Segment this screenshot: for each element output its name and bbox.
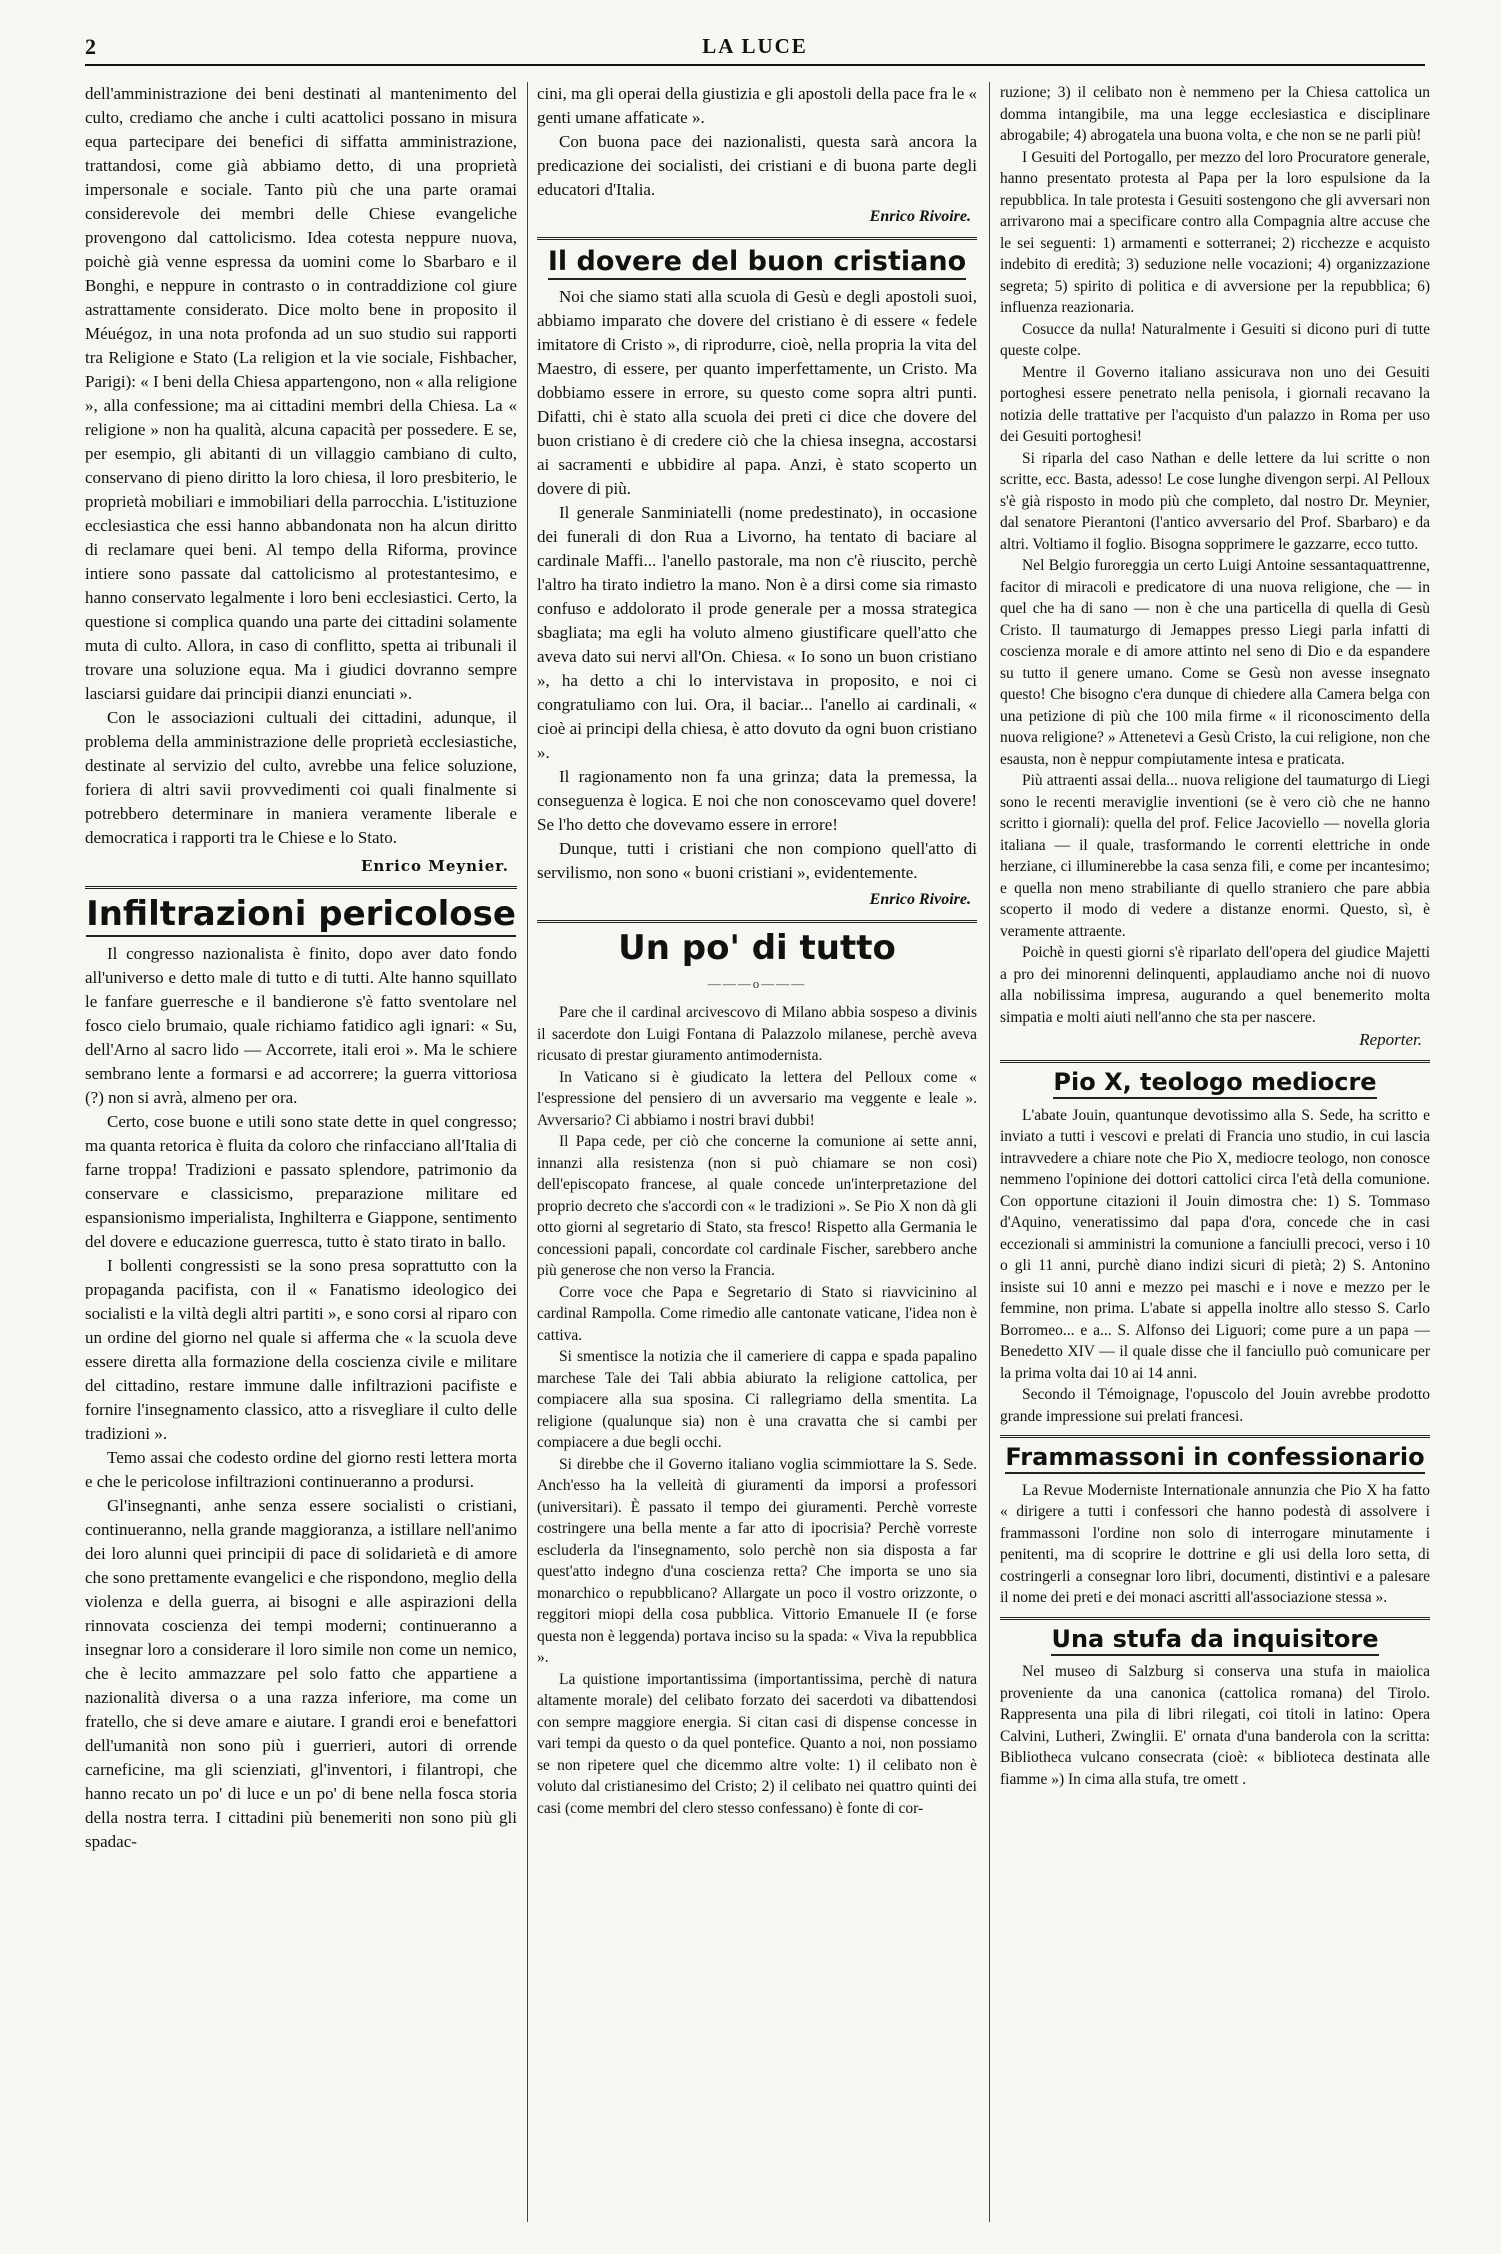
- article-body: [1000, 1661, 1430, 1790]
- column-3: [1000, 82, 1430, 2222]
- column-divider: [527, 82, 528, 2222]
- article-title: Pio X, teologo mediocre: [1000, 1069, 1430, 1097]
- body-paragraph: Temo assai che codesto ordine del giorno resti lettera morta e che le pericolose infiltrazioni continueranno a prodursi.: [85, 1448, 517, 1492]
- body-paragraph: Gl'insegnanti, anhe senza essere socialisti o cristiani, continueranno, nella grande maggioranza, a istillare nell'animo dei loro alunni quei principii di pace di solidarietà e di amore che sono prettamente evangelici e che rispondono, meglio della violenza e della guerra, ai bisogni e alle aspirazioni della rinnovata coscienza dei tempi moderni; continueranno a insegnar loro a considerare il loro simile non come un nemico, che è lecito ammazzare pel solo fatto che appartiene a nazionalità diversa o a una razza inferiore, ma come un fratello, che si deve amare e aiutare. I grandi eroi e benefattori dell'umanità non sono più i guerrieri, autori di orrende carneficine, ma gli scienziati, gl'inventori, i filantropi, che hanno recato un po' di luce e un po' di bene nella fosca storia della nostra terra. I cittadini più benemeriti non sono più gli spadac-: [85, 1496, 517, 1852]
- article-title: Infiltrazioni pericolose: [85, 895, 517, 934]
- section-divider: [1000, 1617, 1430, 1620]
- news-brief: La quistione importantissima (importantissima, perchè di natura altamente morale) del celibato forzato dei sacerdoti va dibattendosi con sempre maggiore energia. Si citan casi di dispense concesse in vari tempi da questo o da quel pontefice. Quanto a noi, non possiamo se non ripetere quel che dicemmo altre volte: 1) il celibato non è voluto dal cristianesimo del Cristo; 2) il celibato nei quattro quinti dei casi (come membri del clero stesso confessano) è fonte di cor-: [537, 1670, 977, 1817]
- author-signature: Enrico Rivoire.: [869, 891, 971, 909]
- body-paragraph: Noi che siamo stati alla scuola di Gesù e degli apostoli suoi, abbiamo imparato che dovere del cristiano è di essere « fedele imitatore di Cristo », di riprodurre, cioè, nella propria la vita del Maestro, di essere, per quanto imperfettamente, un Cristo. Ma dobbiamo essere in errore, su questo come sopra altri punti. Difatti, chi è stato alla scuola dei preti ci dice che dovere del buon cristiano è di credere ciò che la chiesa insegna, accostarsi ai sacramenti e ubbidire al papa. Anzi, è stato scoperto un dovere di più.: [537, 287, 977, 499]
- body-paragraph: dell'amministrazione dei beni destinati al mantenimento del culto, crediamo che anche i culti acattolici possano in misura equa partecipare dei benefici di siffatta amministrazione, trattandosi, come già abbiamo detto, di una proprietà impersonale e sociale. Tanto più che una parte oramai considerevole dei membri delle Chiese evangeliche provengono dal cattolicismo. Idea cotesta neppure nuova, poichè già venne espressa da uomini come lo Sbarbaro e il Bonghi, e neppure in contrasto o in contraddizione col giure astrattamente considerato. Dice molto bene in proposito il Méuégoz, in una nota profonda ad un suo studio sui rapporti tra Religione e Stato (La religion et la vie sociale, Fishbacher, Parigi): « I beni della Chiesa appartengono, non « alla religione », alla confessione; ma ai cittadini membri della Chiesa. La « religione » non ha qualità, alcuna capacità per possedere. E se, per esempio, gli abitanti di un villaggio cambiano di culto, conservano di pieno diritto la loro chiesa, il loro presbiterio, le proprietà mobiliari e immobiliari della parrocchia. L'istituzione ecclesiastica che essi hanno abbandonata non ha alcun diritto di reclamare quei beni. Al tempo della Riforma, province intiere sono passate dal cattolicismo al protestantesimo, e hanno conservato legalmente i loro beni ecclesiastici. Certo, la questione si complica quando una parte dei cittadini solamente muta di culto. Allora, in caso di conflitto, spetta ai tribunali il trovare una soluzione equa. Ma i giudici dovranno sempre lasciarsi guidare dai principii dianzi enunciati ».: [85, 84, 517, 703]
- article-title: Frammassoni in confessionario: [1000, 1444, 1430, 1472]
- column-1: [85, 82, 517, 2222]
- header-rule: [85, 64, 1425, 66]
- author-signature: Reporter.: [1359, 1030, 1422, 1049]
- article-body: [1000, 1105, 1430, 1428]
- news-brief: Corre voce che Papa e Segretario di Stato si riavvicinino al cardinal Rampolla. Come rimedio alle cantonate vaticane, l'idea non è cattiva.: [537, 1283, 977, 1344]
- body-paragraph: Dunque, tutti i cristiani che non compiono quell'atto di servilismo, non sono « buoni cristiani », evidentemente.: [537, 839, 977, 883]
- news-brief: Più attraenti assai della... nuova religione del taumaturgo di Liegi sono le recenti meraviglie inventioni (se è vero ciò che ne hanno scritto i giornali): quella del prof. Felice Jacoviello — novella gloria italiana — il quale, trasformando le correnti elettriche in onde herziane, ci illuminerebbe la casa senza fili, e come per incantesimo; e quella non meno strabiliante di quello straniero che pare abbia scoperto il modo di vedere a distanze enormi. Questo, sì, è veramente attraente.: [1000, 772, 1430, 940]
- body-paragraph: La Revue Moderniste Internationale annunzia che Pio X ha fatto « dirigere a tutti i confessori che hanno podestà di assolvere i frammassoni l'ordine non solo di interrogare minutamente i penitenti, ma di scoprire le dottrine e gli usi della loro setta, di costringerli a consegnar loro libri, documenti, distintivi e a palesare il nome dei preti e dei monaci ascritti all'associazione stessa ».: [1000, 1481, 1430, 1607]
- section-divider: [537, 237, 977, 240]
- news-brief: Mentre il Governo italiano assicurava non uno dei Gesuiti portoghesi essere penetrato nella penisola, i giornali recavano la notizia delle trattative per l'acquisto d'un palazzo in Roma per uso dei Gesuiti portoghesi!: [1000, 363, 1430, 445]
- column-2: [537, 82, 977, 2222]
- article-body: [1000, 1480, 1430, 1609]
- masthead: LA LUCE: [702, 34, 808, 58]
- body-paragraph: L'abate Jouin, quantunque devotissimo alla S. Sede, ha scritto e inviato a tutti i vescovi e prelati di Francia uno studio, in cui lascia intravvedere a chiare note che Pio X, mediocre teologo, non conosce nemmeno l'opinione dei dottori cattolici circa l'età della comunione. Con opportune citazioni il Jouin dimostra che: 1) S. Tommaso d'Aquino, veneratissimo dal papa d'ora, concede che in casi eccezionali si amministri la comunione a fanciulli precoci, verso i 10 o gli 11 anni, purchè diano indizi sicuri di pietà; 2) S. Antonino insiste sui 10 anni e mezzo pei maschi e i nove e mezzo per le femmine, non prima. L'abate si appella inoltre allo stesso S. Carlo Borromeo... e a... S. Alfonso dei Liguori; come pure a un papa — Benedetto XIV — il quale disse che il fanciullo può comunicare per la prima volta dai 10 ai 14 anni.: [1000, 1106, 1430, 1382]
- body-paragraph: Il ragionamento non fa una grinza; data la premessa, la conseguenza è logica. E noi che non conoscevamo quel dovere! Se l'ho detto che dovevamo essere in errore!: [537, 767, 977, 835]
- news-briefs: [1000, 82, 1430, 1052]
- section-divider: [1000, 1060, 1430, 1063]
- news-brief: Cosucce da nulla! Naturalmente i Gesuiti si dicono puri di tutte queste colpe.: [1000, 320, 1430, 359]
- news-brief: Poichè in questi giorni s'è riparlato dell'opera del giudice Majetti a pro dei minorenni delinquenti, applaudiamo anche noi di nuovo alla nobilissima impresa, augurando a quel benemerito molta simpatia e molti aiuti nell'anno che sta per nascere.: [1000, 944, 1430, 1026]
- article-title: Una stufa da inquisitore: [1000, 1626, 1430, 1654]
- section-divider: [1000, 1435, 1430, 1438]
- body-paragraph: Il congresso nazionalista è finito, dopo aver dato fondo all'universo e detto male di tutto e di tutti. Alte hanno squillato le fanfare guerresche e il bandierone s'è fatto sventolare nel fosco cielo brumaio, quale richiamo fatidico agli ignari: « Su, dell'Arno al sacro lido — Accorrete, itali eroi ». Ma le schiere sembrano lente a formarsi e ad accorrere; la guerra vittoriosa (?) non si avrà, almeno per ora.: [85, 944, 517, 1108]
- news-brief: Si smentisce la notizia che il cameriere di cappa e spada papalino marchese Tale dei Tali abbia abiurato la religione cattolica, per compiacere alla sua sposina. Ci rallegriamo della smentita. La religione (qualunque sia) non è una cravatta che si cambi per compiacere a due begli occhi.: [537, 1348, 977, 1452]
- page-header: [85, 34, 1425, 64]
- author-signature: Enrico Meynier.: [360, 857, 509, 875]
- article-title: Il dovere del buon cristiano: [537, 246, 977, 277]
- body-paragraph: Con le associazioni cultuali dei cittadini, adunque, il problema della amministrazione delle proprietà ecclesiastiche, destinate al servizio del culto, avrebbe una felice soluzione, foriera di altri savii provvedimenti coi quali finalmente si potrebbero determinare in maniera veramente liberale e democratica i rapporti tra le Chiese e lo Stato.: [85, 708, 517, 847]
- article-title: Un po' di tutto: [618, 928, 896, 969]
- author-signature: Enrico Rivoire.: [869, 208, 971, 225]
- column-divider: [989, 82, 990, 2222]
- body-paragraph: Secondo il Témoignage, l'opuscolo del Jouin avrebbe prodotto grande impressione sui prelati francesi.: [1000, 1386, 1430, 1425]
- body-paragraph: Certo, cose buone e utili sono state dette in quel congresso; ma quanta retorica è fluita da coloro che rinfacciano all'Italia di farne troppa! Tradizioni e passato splendore, patrimonio da conservare e classicismo, preparazione militare ed espansionismo imperialista, Inghilterra e Giappone, sentimento del dovere e educazione guerresca, tutto è stato tirato in ballo.: [85, 1112, 517, 1252]
- news-brief: Il Papa cede, per ciò che concerne la comunione ai sette anni, innanzi alla resistenza (non si può chiamare se non così) dell'episcopato francese, al quale concede un'interpretazione del proprio decreto che s'accordi con « le tradizioni ». Se Pio X non dà gli otto giorni al segretario di Stato, sta fresco! Rispetto alla Germania le concessioni papali, concordate col cardinale Fischer, sarebbero anche più generose che non verso la Francia.: [537, 1133, 977, 1280]
- news-brief: Nel Belgio furoreggia un certo Luigi Antoine sessantaquattrenne, facitor di miracoli e predicatore di una nuova religione, che — in quel che ha di sano — non è che una particella di quella di Gesù Cristo. Il taumaturgo di Jemappes presso Liegi parla infatti di coscienza morale e di amore attinto nel seno di Dio e da espandere su tutto il genere umano. Come se Gesù non avesse insegnato questo! Che bisogno c'era dunque di chiedere alla Camera belga con una petizione di più che 100 mila firme « il riconoscimento della nuova religione? » Attenetevi a Gesù Cristo, la cui religione, non che esausta, non è neppur compiutamente intesa e praticata.: [1000, 557, 1430, 768]
- body-paragraph: Nel museo di Salzburg si conserva una stufa in maiolica proveniente da una canonica (cattolica romana) del Tirolo. Rappresenta una pila di libri rilegati, coi titoli in latino: Opera Calvini, Lutheri, Zwinglii. E' ornata d'una banderola con la scritta: Bibliotheca vulcano consecrata (cioè: « biblioteca destinata alle fiamme ») In cima alla stufa, tre omett .: [1000, 1663, 1430, 1788]
- news-brief: I Gesuiti del Portogallo, per mezzo del loro Procuratore generale, hanno presentato protesta al Papa per la loro espulsione da la repubblica. In tale protesta i Gesuiti sostengono che gli avversari non arrivarono mai a specificare contro alla Compagnia altre accuse che le sei seguenti: 1) armamenti e sotterranei; 2) ricchezze e acquisto indebito di eredità; 3) seduzione nelle vocazioni; 4) organizzazione segreta; 5) spirito di politica e di avversione per la repubblica; 6) influenza reazionaria.: [1000, 148, 1430, 316]
- title-ornament: ———o———: [707, 976, 807, 992]
- news-brief: Pare che il cardinal arcivescovo di Milano abbia sospeso a divinis il sacerdote don Luigi Fontana di Palazzolo milanese, perchè aveva ricusato di prestar giuramento antimodernista.: [537, 1004, 977, 1065]
- news-brief: ruzione; 3) il celibato non è nemmeno per la Chiesa cattolica un domma intangibile, ma una legge ecclesiastica e disciplinare abrogabile; 4) abrogatela una buona volta, e che non se ne parli più!: [1000, 84, 1430, 144]
- body-paragraph: I bollenti congressisti se la sono presa soprattutto con la propaganda pacifista, con il « Fanatismo ideologico dei socialisti e la viltà degli altri partiti », e sono corsi al riparo con un ordine del giorno nel quale si afferma che « la scuola deve essere diretta alla formazione della coscienza civile e militare del cittadino, restare immune dalle infiltrazioni pacifiste e fornire l'insegnamento classico, atto a risvegliare il culto delle tradizioni ».: [85, 1256, 517, 1444]
- body-paragraph: Con buona pace dei nazionalisti, questa sarà ancora la predicazione dei socialisti, dei cristiani e di buona parte degli educatori d'Italia.: [537, 132, 977, 199]
- page-number: 2: [85, 34, 96, 59]
- section-divider: [85, 886, 517, 889]
- news-brief: In Vaticano si è giudicato la lettera del Pelloux come « l'espressione del pensiero di un avversario ma veggente e leale ». Avversario? Ci abbiamo i nostri bravi dubbi!: [537, 1068, 977, 1129]
- body-paragraph: Il generale Sanminiatelli (nome predestinato), in occasione dei funerali di don Rua a Livorno, ha tentato di baciare al cardinale Maffi... l'anello pastorale, ma non c'è riuscito, perchè l'altro ha tirato indietro la mano. Non è a dirsi come sia rimasto confuso e addolorato il prode generale per a mossa strategica sbagliata; ma egli ha voluto almeno giustificare quell'atto che aveva dato sui nervi all'On. Chiesa. « Io sono un buon cristiano », ha detto a chi lo intervistava in proposito, e noi ci congratuliamo con lui. Ora, il baciar... l'anello ai cardinali, « cioè ai principi della chiesa, è atto dovuto da ogni buon cristiano ».: [537, 503, 977, 763]
- news-brief: Si direbbe che il Governo italiano voglia scimmiottare la S. Sede. Anch'esso ha la velleità di giuramenti da imporsi a professori (universitari). È passato il tempo dei giuramenti. Perchè vorreste costringere una bella mente a far atto di ipocrisia? Perchè vorreste escluderla da l'insegnamento, solo perchè non sia disposta a far quest'atto indegno d'una coscienza retta? Che importa se uno sia monarchico o repubblicano? Allargate un poco il vostro orizzonte, o reggitori miopi della cosa pubblica. Vittorio Emanuele II (e forse questa non è leggenda) portava inciso su la spada: « Viva la repubblica ».: [537, 1455, 977, 1667]
- news-briefs: [537, 1002, 977, 1819]
- section-divider: [537, 920, 977, 923]
- news-brief: Si riparla del caso Nathan e delle lettere da lui scritte o non scritte, ecc. Basta, adesso! Le cose lunghe divengon serpi. Al Pelloux s'è già risposto in modo più che completo, dal nostro Dr. Meynier, dal senatore Pierantoni (l'antico avversario del Prof. Sbarbaro) e da altri. Voltiamo il foglio. Bisogna sopprimere le gazzarre, ecco tutto.: [1000, 449, 1430, 553]
- body-paragraph: cini, ma gli operai della giustizia e gli apostoli della pace fra le « genti umane affaticate ».: [537, 84, 977, 127]
